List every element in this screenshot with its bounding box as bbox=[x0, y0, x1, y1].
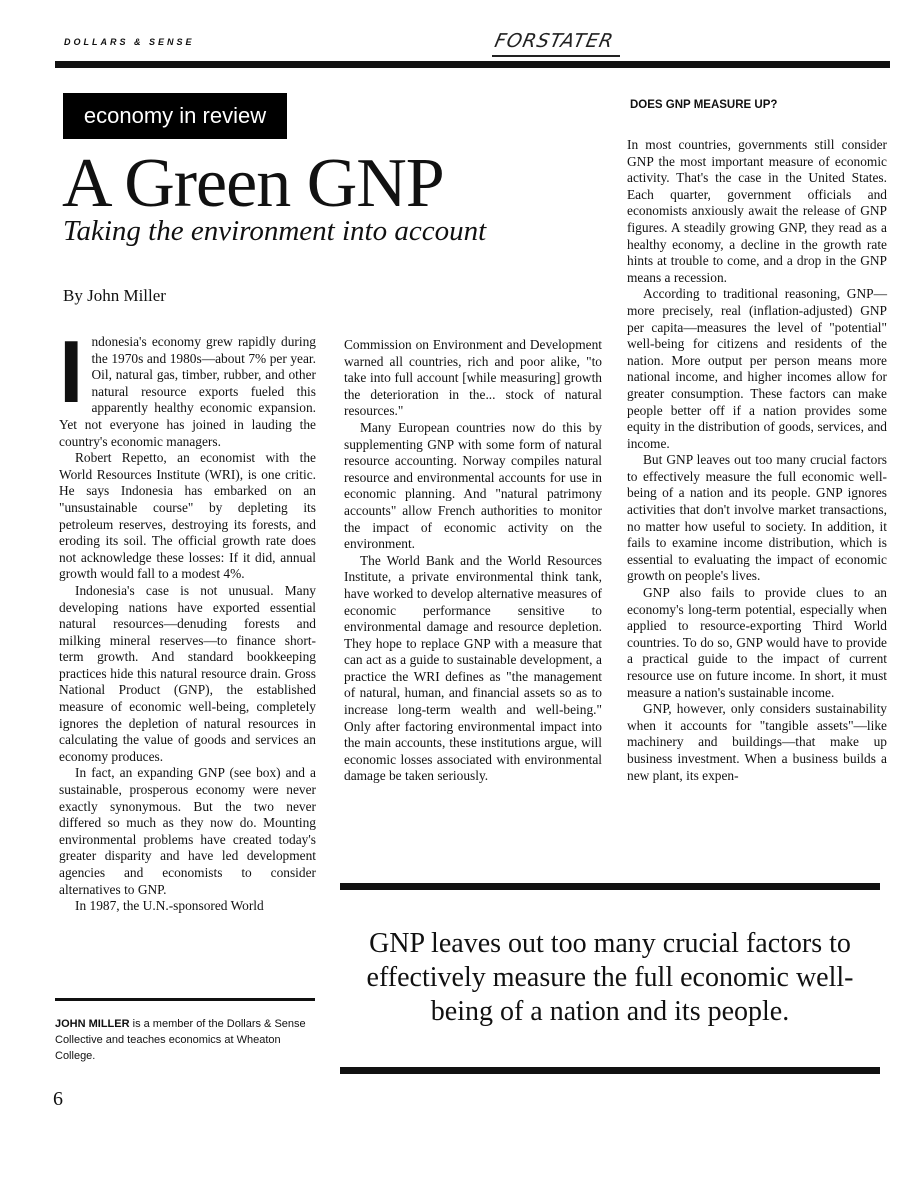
handwritten-underline bbox=[492, 55, 620, 57]
handwritten-note: FORSTATER bbox=[492, 30, 616, 52]
paragraph: According to traditional reasoning, GNP—more precisely, real (inflation-adjusted) GNP per capita—measures the level of "potential" well-being for citizens and residents of the nation. More output per person means more national income, and higher incomes allow for greater consumption. These factors can make people better off if a nation provides some equity in the distribution of goods, services, and income. bbox=[627, 286, 887, 451]
pull-quote-rule-top bbox=[340, 883, 880, 890]
paragraph: But GNP leaves out too many crucial factors to effectively measure the full economic well-being of a nation and its people. GNP ignores activities that don't involve market transactions, no matter how useful to society. In addition, it fails to examine income distribution, which is essential to evaluating the impact of economic growth on people's lives. bbox=[627, 452, 887, 584]
masthead: DOLLARS & SENSE bbox=[64, 37, 195, 47]
article-column-1 bbox=[59, 322, 316, 915]
pull-quote: GNP leaves out too many crucial factors to effectively measure the full economic well-being of a nation and its people. bbox=[366, 928, 854, 1027]
drop-cap: I bbox=[59, 322, 84, 421]
pull-quote-rule-bottom bbox=[340, 1067, 880, 1074]
byline: By John Miller bbox=[63, 286, 166, 305]
bio-name: JOHN MILLER bbox=[55, 1018, 130, 1030]
sidebar-column bbox=[627, 137, 887, 784]
sidebar-title: DOES GNP MEASURE UP? bbox=[630, 99, 778, 111]
paragraph: In most countries, governments still consider GNP the most important measure of economic activity. That's the case in the United States. Each quarter, government officials and economists anxiously await the release of GNP figures. A steadily growing GNP, they read as a healthy economy, a decline in the growth rate hints at trouble to come, and a drop in the GNP means a recession. bbox=[627, 137, 887, 285]
paragraph: ndonesia's economy grew rapidly during the 1970s and 1980s—about 7% per year. Oil, natural gas, timber, rubber, and other natural resource exports fueled this apparently healthy economic expansion. Yet not everyone has joined in lauding the country's economic managers. bbox=[59, 334, 316, 449]
subhead: Taking the environment into account bbox=[63, 215, 487, 247]
paragraph: GNP also fails to provide clues to an economy's long-term potential, especially when applied to resource-exporting Third World countries. To do so, GNP would have to provide a practical guide to the impact of current resource use on future income. In short, it must measure a nation's sustainable income. bbox=[627, 585, 887, 700]
headline: A Green GNP bbox=[62, 145, 444, 222]
paragraph: GNP, however, only considers sustainability when it accounts for "tangible assets"—like machinery and buildings—that make up business investment. When a business builds a new plant, its expen- bbox=[627, 701, 887, 783]
paragraph: In fact, an expanding GNP (see box) and a sustainable, prosperous economy were never exactly synonymous. But the two never differed so much as they now do. Mounting environmental problems have created today's greater disparity and have led development agencies and economists to consider alternatives to GNP. bbox=[59, 765, 316, 897]
bio-rule bbox=[55, 998, 315, 1001]
paragraph: The World Bank and the World Resources Institute, a private environmental think tank, have worked to develop alternative measures of economic performance sensitive to environmental damage and resource depletion. They hope to replace GNP with a measure that can act as a guide to sustainable development, a practice the WRI defines as "the management of natural, human, and financial assets so as to increase long-term wealth and well-being." Only after factoring environmental impact into the main accounts, these institutions argue, will economic losses associated with environmental damage be taken seriously. bbox=[344, 552, 602, 784]
paragraph: Many European countries now do this by supplementing GNP with some form of natural resource accounting. Norway compiles natural resource and environmental accounts for use in economic planning. And "natural patrimony accounts" allow French authorities to monitor the impact of economic activity on the environment. bbox=[344, 419, 602, 552]
page-number: 6 bbox=[53, 1088, 63, 1110]
paragraph: Commission on Environment and Development warned all countries, rich and poor alike, "to take into full account [while measuring] growth the deterioration in the... stock of natural resources." bbox=[344, 337, 602, 419]
top-rule bbox=[55, 61, 890, 68]
bio-text: is a member of the Dollars & Sense Collective and teaches economics at Wheaton College. bbox=[55, 1018, 306, 1062]
section-tag: economy in review bbox=[63, 93, 287, 139]
paragraph: Robert Repetto, an economist with the World Resources Institute (WRI), is one critic. He says Indonesia has embarked on an "unsustainable course" by depleting its petroleum reserves, destroying its forests, and eroding its soil. The official growth rate does not acknowledge these losses: If it did, annual growth would fall to a modest 4%. bbox=[59, 450, 316, 582]
article-column-2 bbox=[344, 337, 602, 785]
paragraph: Indonesia's case is not unusual. Many developing nations have exported essential natural resources—denuding forests and milking mineral reserves—to finance short-term growth. And standard bookkeeping practices hide this natural resource drain. Gross National Product (GNP), the established measure of economic well-being, completely ignores the depletion of natural resources in calculating the value of goods and services an economy produces. bbox=[59, 582, 316, 764]
paragraph: In 1987, the U.N.-sponsored World bbox=[75, 898, 264, 914]
author-bio bbox=[55, 1016, 310, 1064]
